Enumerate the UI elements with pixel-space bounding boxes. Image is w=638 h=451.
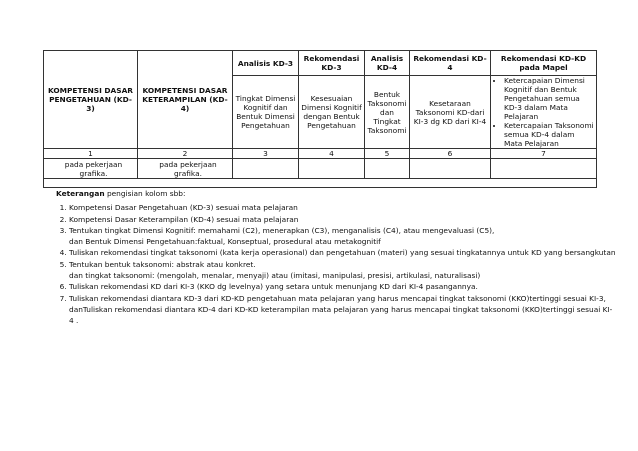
sub-analisis-kd3: Tingkat Dimensi Kognitif dan Bentuk Dimensi Pengetahuan: [233, 76, 299, 149]
header-analisis-kd3: Analisis KD-3: [233, 51, 299, 76]
column-number: 4: [299, 149, 365, 159]
note-item: [69, 202, 616, 213]
header-analisis-kd4: Analisis KD-4: [365, 51, 410, 76]
notes-title-rest: pengisian kolom sbb:: [104, 189, 186, 198]
header-rekomendasi-kd4: Rekomendasi KD-4: [410, 51, 491, 76]
header-rekomendasi-mapel: Rekomendasi KD-KD pada Mapel: [491, 51, 597, 76]
note-text: Kompetensi Dasar Keterampilan (KD-4) sesuai mata pelajaran: [69, 214, 299, 224]
note-text: 3. Tentukan tingkat Dimensi Kognitif: memahami (C2), menerapkan (C3), menganalisis (C4), atau mengevaluasi (C5),: [69, 225, 495, 235]
column-number: 6: [410, 149, 491, 159]
sub-analisis-kd4: Bentuk Taksonomi dan Tingkat Taksonomi: [365, 76, 410, 149]
mapel-bullet-item: • Ketercapaian Taksonomi semua KD-4 dalam Mata Pelajaran: [504, 121, 594, 148]
column-number: 1: [44, 149, 138, 159]
table-row-empty: [44, 179, 597, 188]
notes-list: [56, 202, 616, 326]
sub-rekomendasi-kd4: Kesetaraan Taksonomi KD-dari KI-3 dg KD dari KI-4: [410, 76, 491, 149]
kd-analysis-table: [43, 50, 597, 188]
header-rekomendasi-kd3: Rekomendasi KD-3: [299, 51, 365, 76]
column-number: 3: [233, 149, 299, 159]
cell-empty: [44, 179, 597, 188]
note-text-continued: dan tingkat taksonomi: (mengolah, menalar, menyaji) atau (imitasi, manipulasi, presisi, artikulasi, naturalisasi): [69, 271, 481, 281]
notes-title: [56, 188, 616, 199]
note-text: Tuliskan rekomendasi KD dari KI-3 (KKO dg levelnya) yang setara untuk menunjang KD dari KI-4 pasangannya.: [69, 282, 478, 292]
cell-empty: [410, 159, 491, 179]
note-text: Tuliskan rekomendasi tingkat taksonomi (kata kerja operasional) dan pengetahuan (materi) yang sesuai tingkatannya untuk KD yang bersangkutan: [69, 248, 616, 258]
cell-kd4: pada pekerjaan grafika.: [138, 159, 233, 179]
cell-kd3: pada pekerjaan grafika.: [44, 159, 138, 179]
cell-empty: [491, 159, 597, 179]
notes-section: [56, 188, 616, 327]
cell-empty: [365, 159, 410, 179]
column-number: 7: [491, 149, 597, 159]
column-number: 5: [365, 149, 410, 159]
note-item: [69, 259, 616, 282]
column-number: 2: [138, 149, 233, 159]
cell-empty: [233, 159, 299, 179]
table-row: [44, 159, 597, 179]
notes-title-bold: Keterangan: [56, 189, 105, 198]
note-text-continued: danTuliskan rekomendasi diantara KD-4 dari KD-KD keterampilan mata pelajaran yang harus mencapai tingkat taksonomi (KKO)tertinggi sesuai KI-4 .: [69, 304, 613, 326]
note-text: 5. Tentukan bentuk taksonomi: abstrak atau konkret.: [69, 259, 256, 269]
cell-empty: [299, 159, 365, 179]
mapel-bullet-list: [493, 76, 594, 148]
note-item: [69, 293, 616, 327]
sub-rekomendasi-kd3: Kesesuaian Dimensi Kognitif dengan Bentuk Pengetahuan: [299, 76, 365, 149]
note-text: 7. Tuliskan rekomendasi diantara KD-3 dari KD-KD pengetahuan mata pelajaran yang harus mencapai tingkat taksonomi (KKO)tertinggi sesuai KI-3,: [69, 293, 606, 303]
note-text-continued: dan Bentuk Dimensi Pengetahuan:faktual, Konseptual, prosedural atau metakognitif: [69, 237, 381, 247]
note-text: Kompetensi Dasar Pengetahuan (KD-3) sesuai mata pelajaran: [69, 203, 298, 213]
sub-rekomendasi-mapel: [491, 76, 597, 149]
note-item: [69, 225, 616, 248]
column-number-row: [44, 149, 597, 159]
note-item: [69, 247, 616, 258]
note-item: [69, 281, 616, 292]
note-item: [69, 214, 616, 225]
mapel-bullet-item: • Ketercapaian Dimensi Kognitif dan Bentuk Pengetahuan semua KD-3 dalam Mata Pelajaran: [504, 76, 594, 121]
header-kd4: KOMPETENSI DASAR KETERAMPILAN (KD-4): [138, 51, 233, 149]
header-kd3: KOMPETENSI DASAR PENGETAHUAN (KD-3): [44, 51, 138, 149]
